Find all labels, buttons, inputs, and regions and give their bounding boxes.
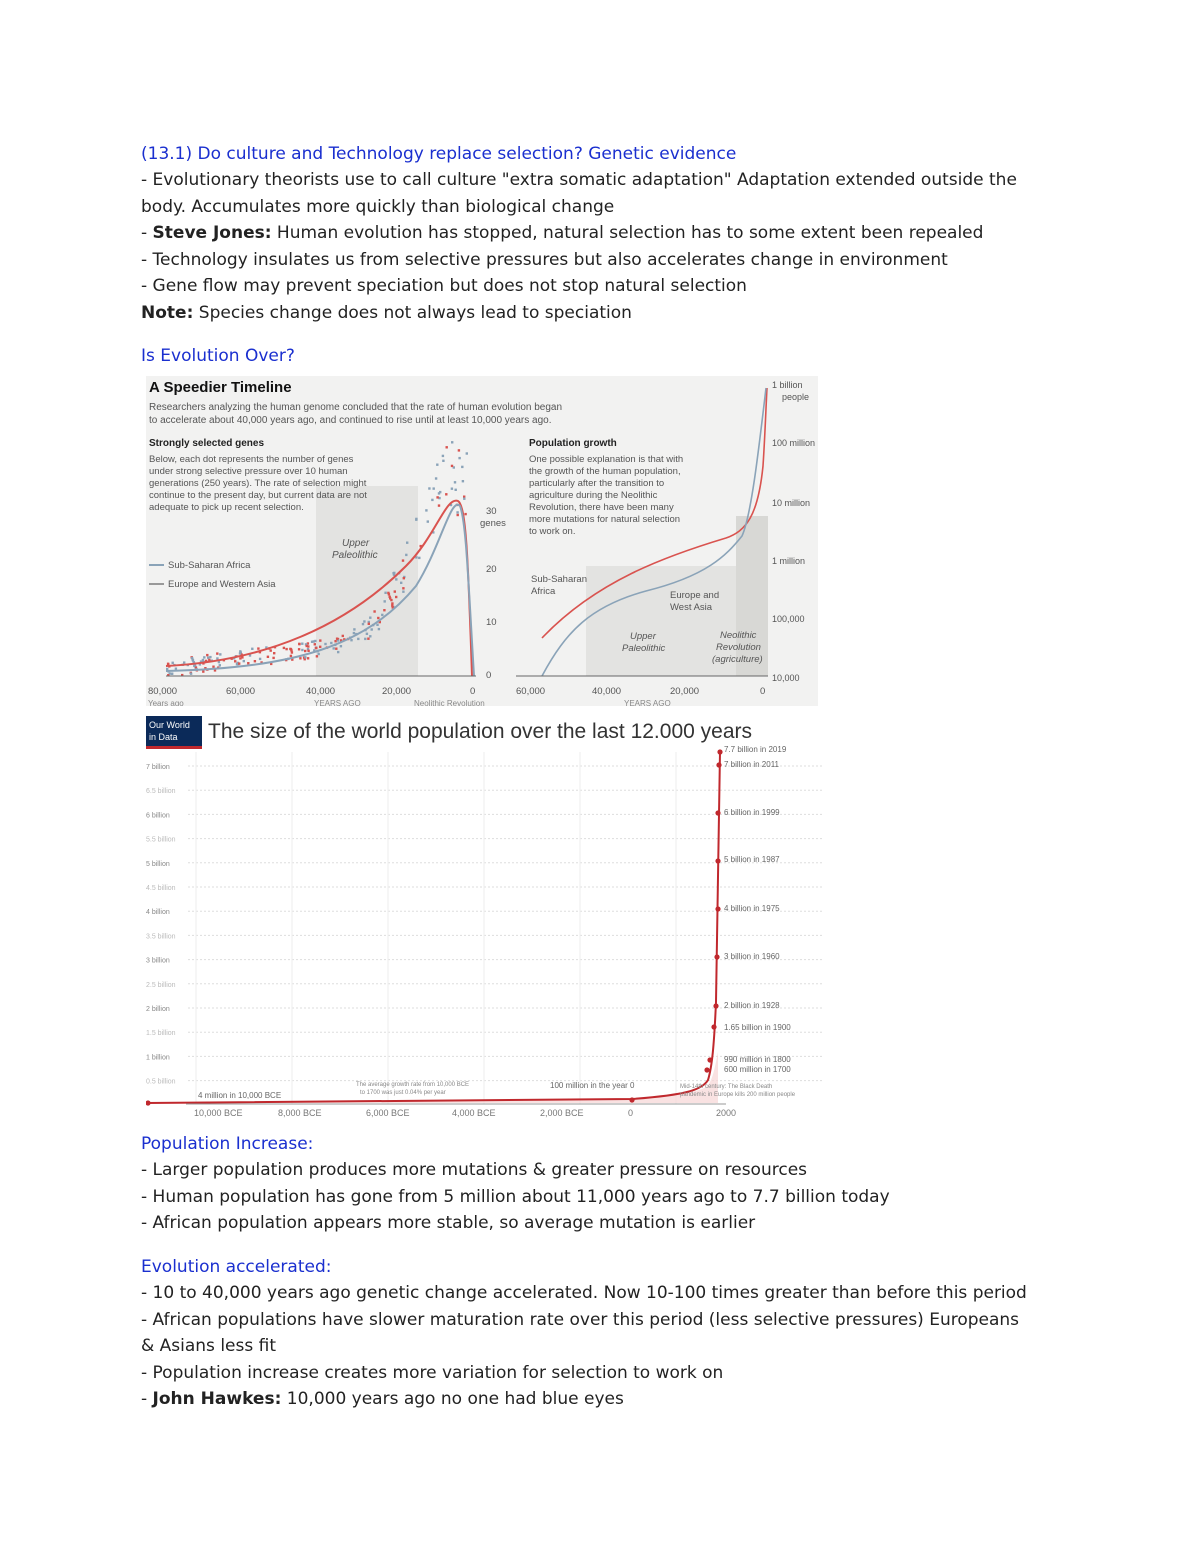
- scatter-dot: [442, 455, 444, 457]
- scatter-dot: [206, 654, 208, 656]
- x-tick: 60,000: [226, 686, 256, 697]
- paragraph-line: - Human population has gone from 5 million about 11,000 years ago to 7.7 billion today: [141, 1186, 890, 1207]
- scatter-dot: [388, 593, 390, 595]
- scatter-dot: [363, 620, 365, 622]
- scatter-dot: [357, 638, 359, 640]
- x-label: YEARS AGO: [314, 699, 361, 706]
- population-annotation: 600 million in 1700: [724, 1065, 791, 1074]
- scatter-dot: [438, 504, 440, 506]
- scatter-dot: [301, 649, 303, 651]
- left-text: generations (250 years). The rate of selection might: [149, 478, 367, 489]
- scatter-dot: [433, 487, 435, 489]
- scatter-dot: [183, 661, 185, 663]
- population-annotation: 3 billion in 1960: [724, 952, 780, 961]
- y-tick: 20: [486, 564, 497, 575]
- figure-speedier-timeline: [146, 376, 818, 710]
- scatter-dot: [427, 520, 429, 522]
- left-text: under strong selective pressure over 10 human: [149, 466, 348, 477]
- right-text: more mutations for natural selection: [529, 514, 681, 525]
- population-annotation: 100 million in the year 0: [550, 1081, 635, 1090]
- population-annotation: 7 billion in 2011: [724, 760, 780, 769]
- population-marker: [714, 954, 719, 959]
- x-tick: 20,000: [382, 686, 412, 697]
- scatter-dot: [376, 624, 378, 626]
- scatter-dot: [319, 646, 321, 648]
- y-tick: 3 billion: [146, 957, 170, 965]
- owid-logo-stripe: [146, 746, 202, 749]
- scatter-dot: [435, 477, 437, 479]
- population-annotation: 990 million in 1800: [724, 1055, 791, 1064]
- scatter-dot: [307, 650, 309, 652]
- scatter-dot: [353, 632, 355, 634]
- y-tick: 5 billion: [146, 860, 170, 868]
- bullet: -: [141, 223, 153, 243]
- y-tick: 0.5 billion: [146, 1078, 176, 1086]
- x-tick: 2,000 BCE: [540, 1108, 584, 1118]
- population-annotation: 7.7 billion in 2019: [724, 745, 787, 754]
- scatter-dot: [336, 638, 338, 640]
- scatter-dot: [259, 658, 261, 660]
- x-tick: 10,000 BCE: [194, 1108, 243, 1118]
- band-label: Upper: [342, 538, 370, 549]
- upper-label: Upper: [630, 631, 656, 642]
- population-annotation: pandemic in Europe kills 200 million people: [680, 1092, 796, 1098]
- y-tick: 6 billion: [146, 812, 170, 820]
- y-tick: 10,000: [772, 673, 800, 683]
- scatter-dot: [458, 457, 460, 459]
- y-tick: 10: [486, 617, 497, 628]
- scatter-dot: [216, 652, 218, 654]
- population-annotation: to 1700 was just 0.04% per year: [360, 1090, 446, 1096]
- scatter-dot: [364, 638, 366, 640]
- paragraph-line: - Population increase creates more variation for selection to work on: [141, 1362, 724, 1383]
- paragraph-line: - Technology insulates us from selective pressures but also accelerates change in environment: [141, 249, 948, 270]
- scatter-dot: [400, 582, 402, 584]
- scatter-dot: [172, 662, 174, 664]
- figure-intro: Researchers analyzing the human genome concluded that the rate of human evolution began: [149, 402, 563, 413]
- scatter-dot: [384, 600, 386, 602]
- scatter-dot: [330, 642, 332, 644]
- y-tick: 5.5 billion: [146, 836, 176, 844]
- scatter-dot: [285, 648, 287, 650]
- note-label: Note:: [141, 302, 194, 323]
- jones-text: Human evolution has stopped, natural selection has to some extent been repealed: [271, 223, 984, 243]
- x-label: Neolithic Revolution: [414, 699, 485, 706]
- scatter-dot: [334, 640, 336, 642]
- scatter-dot: [270, 649, 272, 651]
- speedier-timeline-chart: [146, 376, 818, 706]
- scatter-dot: [301, 643, 303, 645]
- x-tick: 60,000: [516, 686, 546, 697]
- neolithic-label: Neolithic: [720, 630, 757, 641]
- europe-label: Europe and: [670, 590, 720, 601]
- scatter-dot: [337, 651, 339, 653]
- x-tick: 0: [760, 686, 766, 697]
- paragraph-line: body. Accumulates more quickly than biological change: [141, 196, 615, 217]
- paragraph-line: - Evolutionary theorists use to call culture "extra somatic adaptation" Adaptation extended outside the: [141, 170, 1017, 190]
- paragraph-line: & Asians less fit: [141, 1336, 276, 1356]
- scatter-dot: [315, 647, 317, 649]
- population-annotation: 5 billion in 1987: [724, 855, 780, 864]
- population-marker: [715, 906, 720, 911]
- scatter-dot: [171, 673, 173, 675]
- scatter-dot: [203, 656, 205, 658]
- y-tick: 10 million: [772, 498, 811, 508]
- scatter-dot: [238, 662, 240, 664]
- paragraph-line: - African population appears more stable, so average mutation is earlier: [141, 1213, 756, 1233]
- scatter-dot: [431, 499, 433, 501]
- y-tick: 1 billion: [146, 1054, 170, 1062]
- x-tick: 40,000: [306, 686, 336, 697]
- section-culture-technology: [141, 141, 1061, 326]
- scatter-dot: [462, 480, 464, 482]
- left-text: continue to the present day, but current data are not: [149, 490, 367, 501]
- scatter-dot: [451, 441, 453, 443]
- scatter-dot: [402, 591, 404, 593]
- scatter-dot: [378, 628, 380, 630]
- population-marker: [715, 858, 720, 863]
- scatter-dot: [445, 493, 447, 495]
- scatter-dot: [342, 635, 344, 637]
- y-tick: 4.5 billion: [146, 885, 176, 892]
- population-annotation: 6 billion in 1999: [724, 808, 780, 817]
- paragraph-line: - African populations have slower maturation rate over this period (less selective pressures) Europeans: [141, 1309, 1020, 1330]
- scatter-dot: [425, 509, 427, 511]
- scatter-dot: [209, 656, 211, 658]
- y-tick: 30: [486, 506, 497, 517]
- scatter-dot: [456, 511, 458, 513]
- scatter-dot: [415, 519, 417, 521]
- y-tick: 0: [486, 670, 492, 681]
- scatter-dot: [212, 666, 214, 668]
- figure-title: The size of the world population over the last 12.000 years: [208, 720, 752, 743]
- y-tick: 1.5 billion: [146, 1030, 176, 1038]
- scatter-dot: [251, 648, 253, 650]
- scatter-dot: [290, 649, 292, 651]
- x-tick: 80,000: [148, 686, 178, 697]
- left-text: adequate to pick up recent selection.: [149, 502, 304, 513]
- scatter-dot: [377, 617, 379, 619]
- scatter-dot: [367, 638, 369, 640]
- scatter-dot: [304, 656, 306, 658]
- scatter-dot: [307, 645, 309, 647]
- paragraph-line: - Gene flow may prevent speciation but does not stop natural selection: [141, 276, 747, 296]
- scatter-dot: [314, 643, 316, 645]
- paragraph-line: - Larger population produces more mutations & greater pressure on resources: [141, 1160, 808, 1180]
- population-marker: [707, 1057, 712, 1062]
- scatter-dot: [190, 673, 192, 675]
- y-tick: 100 million: [772, 438, 816, 448]
- scatter-dot: [461, 466, 463, 468]
- paragraph-line: - 10 to 40,000 years ago genetic change accelerated. Now 10-100 times greater than before this period: [141, 1283, 1027, 1303]
- x-tick: 2000: [716, 1108, 737, 1118]
- jones-label: Steve Jones:: [152, 223, 272, 243]
- scatter-dot: [298, 648, 300, 650]
- hawkes-text: 10,000 years ago no one had blue eyes: [281, 1389, 624, 1409]
- scatter-dot: [446, 446, 448, 448]
- scatter-dot: [455, 489, 457, 491]
- scatter-dot: [442, 460, 444, 462]
- population-annotation: 1.65 billion in 1900: [724, 1023, 791, 1032]
- y-tick: people: [782, 392, 810, 402]
- scatter-dot: [371, 628, 373, 630]
- section-heading: Population Increase:: [141, 1134, 314, 1154]
- scatter-dot: [290, 655, 292, 657]
- scatter-dot: [383, 609, 385, 611]
- x-label: Years ago: [148, 699, 184, 706]
- y-tick: genes: [480, 518, 506, 529]
- scatter-dot: [257, 647, 259, 649]
- upper-label: Paleolithic: [622, 643, 666, 654]
- scatter-dot: [207, 657, 209, 659]
- scatter-dot: [335, 648, 337, 650]
- upper-paleolithic-band: [316, 486, 418, 676]
- section-population-increase: [141, 1131, 1061, 1237]
- left-heading: Strongly selected genes: [149, 438, 265, 449]
- population-annotation: 4 billion in 1975: [724, 904, 780, 913]
- x-label: YEARS AGO: [624, 699, 671, 706]
- y-tick: 6.5 billion: [146, 788, 176, 796]
- scatter-dot: [395, 596, 397, 598]
- right-text: agriculture during the Neolithic: [529, 490, 658, 501]
- population-annotation: Mid-14th century: The Black Death: [680, 1084, 773, 1090]
- scatter-dot: [298, 643, 300, 645]
- scatter-dot: [175, 668, 177, 670]
- scatter-dot: [319, 639, 321, 641]
- scatter-dot: [466, 452, 468, 454]
- scatter-dot: [219, 653, 221, 655]
- scatter-dot: [362, 623, 364, 625]
- jones-line: [141, 220, 1061, 247]
- right-text: the growth of the human population,: [529, 466, 681, 477]
- scatter-dot: [402, 587, 404, 589]
- scatter-dot: [350, 639, 352, 641]
- scatter-dot: [366, 633, 368, 635]
- y-tick: 4 billion: [146, 909, 170, 917]
- x-tick: 4,000 BCE: [452, 1108, 496, 1118]
- scatter-dot: [381, 614, 383, 616]
- scatter-dot: [234, 660, 236, 662]
- scatter-dot: [454, 481, 456, 483]
- scatter-dot: [254, 660, 256, 662]
- scatter-dot: [394, 590, 396, 592]
- scatter-dot: [405, 554, 407, 556]
- x-tick: 0: [628, 1108, 634, 1118]
- band-label: Paleolithic: [332, 550, 378, 561]
- world-population-chart: [146, 712, 822, 1118]
- figure-world-population: [146, 712, 822, 1122]
- neolithic-label: (agriculture): [712, 654, 763, 665]
- legend-africa: Sub-Saharan Africa: [168, 560, 251, 571]
- figure-title: A Speedier Timeline: [149, 379, 292, 396]
- scatter-dot: [236, 663, 238, 665]
- scatter-dot: [464, 513, 466, 515]
- scatter-dot: [451, 488, 453, 490]
- scatter-dot: [418, 557, 420, 559]
- owid-logo-text: in Data: [149, 732, 178, 742]
- section-heading: Is Evolution Over?: [141, 346, 295, 366]
- scatter-dot: [369, 617, 371, 619]
- scatter-dot: [247, 662, 249, 664]
- scatter-dot: [324, 643, 326, 645]
- scatter-dot: [428, 487, 430, 489]
- note-text: Species change does not always lead to speciation: [193, 302, 632, 323]
- population-marker: [716, 762, 721, 767]
- africa-label: Africa: [531, 586, 556, 597]
- section-evolution-over: [141, 343, 1061, 369]
- x-tick: 8,000 BCE: [278, 1108, 322, 1118]
- scatter-dot: [436, 496, 438, 498]
- scatter-dot: [369, 635, 371, 637]
- y-tick: 2 billion: [146, 1006, 170, 1013]
- population-annotation: 2 billion in 1928: [724, 1001, 780, 1010]
- figure-intro: to accelerate about 40,000 years ago, and continued to rise until at least 10,000 years ago.: [149, 415, 552, 426]
- scatter-dot: [243, 660, 245, 662]
- scatter-dot: [267, 656, 269, 658]
- africa-label: Sub-Saharan: [531, 574, 587, 585]
- scatter-dot: [283, 647, 285, 649]
- right-text: to work on.: [529, 526, 576, 537]
- section-evolution-accelerated: [141, 1254, 1061, 1413]
- neolithic-label: Revolution: [716, 642, 761, 653]
- x-tick: 6,000 BCE: [366, 1108, 410, 1118]
- scatter-dot: [333, 647, 335, 649]
- right-text: particularly after the transition to: [529, 478, 665, 489]
- population-marker: [704, 1067, 709, 1072]
- scatter-dot: [219, 664, 221, 666]
- population-annotation: 4 million in 10,000 BCE: [198, 1091, 282, 1100]
- scatter-dot: [368, 623, 370, 625]
- scatter-dot: [391, 602, 393, 604]
- scatter-dot: [307, 657, 309, 659]
- y-tick: 3.5 billion: [146, 933, 176, 941]
- scatter-dot: [389, 597, 391, 599]
- bullet: -: [141, 1389, 153, 1409]
- europe-label: West Asia: [670, 602, 713, 613]
- section-heading: Evolution accelerated:: [141, 1257, 332, 1277]
- scatter-dot: [202, 670, 204, 672]
- scatter-dot: [451, 465, 453, 467]
- x-tick: 0: [470, 686, 476, 697]
- scatter-dot: [304, 650, 306, 652]
- y-tick: 7 billion: [146, 764, 170, 771]
- x-tick: 20,000: [670, 686, 700, 697]
- scatter-dot: [272, 657, 274, 659]
- scatter-dot: [458, 449, 460, 451]
- note-line: [141, 300, 1061, 327]
- scatter-dot: [316, 655, 318, 657]
- right-text: Revolution, there have been many: [529, 502, 674, 513]
- population-annotation: The average growth rate from 10,000 BCE: [356, 1082, 470, 1088]
- population-marker: [629, 1097, 634, 1102]
- scatter-dot: [340, 645, 342, 647]
- population-marker: [715, 810, 720, 815]
- right-heading: Population growth: [529, 438, 617, 449]
- scatter-dot: [403, 577, 405, 579]
- left-text: Below, each dot represents the number of genes: [149, 454, 354, 465]
- y-tick: 100,000: [772, 614, 805, 624]
- scatter-dot: [463, 498, 465, 500]
- scatter-dot: [384, 592, 386, 594]
- scatter-dot: [457, 514, 459, 516]
- owid-logo-text: Our World: [149, 720, 190, 730]
- scatter-dot: [318, 653, 320, 655]
- scatter-dot: [273, 652, 275, 654]
- population-marker: [717, 749, 722, 754]
- right-text: One possible explanation is that with: [529, 454, 684, 465]
- population-marker: [713, 1003, 718, 1008]
- hawkes-line: [141, 1386, 1061, 1413]
- section-heading: (13.1) Do culture and Technology replace selection? Genetic evidence: [141, 144, 737, 164]
- scatter-dot: [239, 652, 241, 654]
- scatter-dot: [311, 641, 313, 643]
- y-tick: 2.5 billion: [146, 981, 176, 989]
- scatter-dot: [166, 668, 168, 670]
- scatter-dot: [373, 610, 375, 612]
- legend-europe: Europe and Western Asia: [168, 579, 276, 590]
- scatter-dot: [439, 491, 441, 493]
- scatter-dot: [406, 542, 408, 544]
- population-marker: [711, 1024, 716, 1029]
- x-tick: 40,000: [592, 686, 622, 697]
- scatter-dot: [353, 628, 355, 630]
- scatter-dot: [216, 657, 218, 659]
- y-tick: 1 million: [772, 556, 806, 566]
- y-tick: 1 billion: [772, 380, 803, 390]
- scatter-dot: [436, 464, 438, 466]
- scatter-dot: [395, 578, 397, 580]
- scatter-dot: [402, 559, 404, 561]
- hawkes-label: John Hawkes:: [152, 1389, 282, 1409]
- scatter-dot: [299, 657, 301, 659]
